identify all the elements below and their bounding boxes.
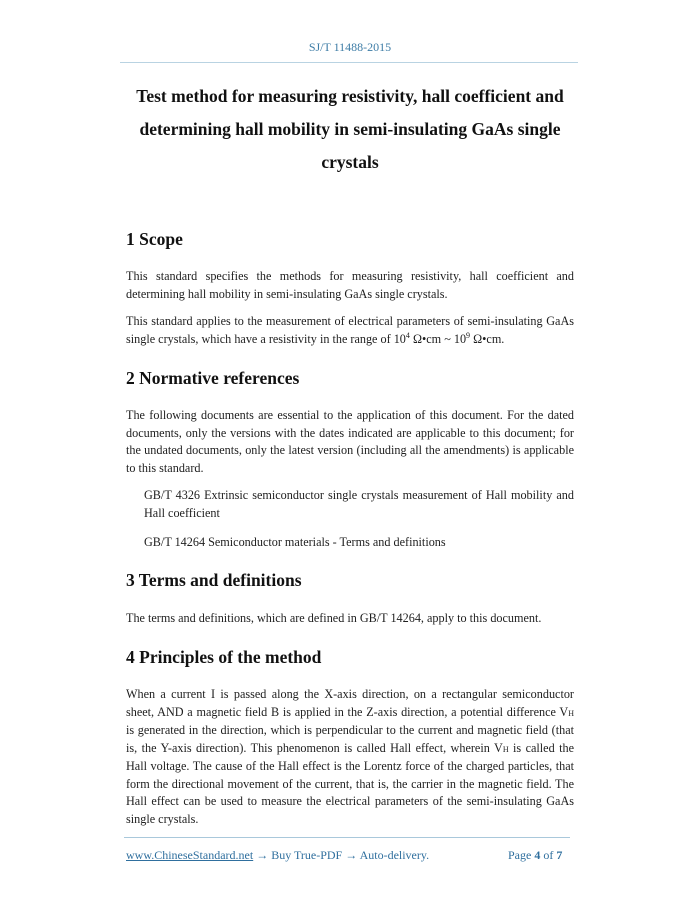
scope-paragraph-1: This standard specifies the methods for measuring resistivity, hall coefficient and determining hall mobility in semi-insulating GaAs single crystals. <box>126 269 574 301</box>
header-divider <box>120 62 578 63</box>
terms-paragraph: The terms and definitions, which are defined in GB/T 14264, apply to this document. <box>126 611 542 625</box>
principles-paragraph <box>126 686 574 828</box>
page-label: Page <box>508 848 532 862</box>
reference-item: GB/T 14264 Semiconductor materials - Terms and definitions <box>144 535 446 549</box>
reference-item: GB/T 4326 Extrinsic semiconductor single crystals measurement of Hall mobility and Hall coefficient <box>144 488 574 520</box>
footer-promo <box>126 848 429 863</box>
exponent: 9 <box>466 330 471 340</box>
promo-text: → Buy True-PDF → Auto-delivery. <box>253 848 430 862</box>
document-title <box>120 80 580 179</box>
section-heading-principles: 4 Principles of the method <box>126 647 322 667</box>
text: Ω•cm. <box>470 331 505 346</box>
document-code-header: SJ/T 11488-2015 <box>308 40 392 54</box>
footer-divider <box>124 837 570 838</box>
exponent: 4 <box>405 330 410 340</box>
normative-references-paragraph: The following documents are essential to the application of this document. For the dated documents, only the versions with the dates indicated are applicable to this document; for the undated documents, only the latest version (including all the amendments) is applicable to this standard. <box>126 408 574 475</box>
text: When a current I is passed along the X-axis direction, on a rectangular semiconductor sheet, AND a magnetic field B is applied in the Z-axis direction, a potential difference V <box>126 687 574 719</box>
scope-paragraph-2 <box>126 313 574 348</box>
subscript: H <box>568 708 574 718</box>
section-heading-terms: 3 Terms and definitions <box>126 570 302 590</box>
text: This standard applies to the measurement of electrical parameters of semi-insulating GaAs single crystals, which have a resistivity in the range of 10 <box>126 314 574 346</box>
title-line: Test method for measuring resistivity, hall coefficient and <box>136 86 564 106</box>
text: is generated in the direction, which is perpendicular to the current and magnetic field (that is, the Y-axis direction). This phenomenon is called Hall effect, wherein V <box>126 723 574 755</box>
section-heading-scope: 1 Scope <box>126 229 183 249</box>
text: Ω•cm ~ 10 <box>409 331 467 346</box>
chinesestandard-link[interactable]: www.ChineseStandard.net <box>126 848 254 862</box>
subscript: H <box>502 744 509 754</box>
title-line: crystals <box>321 152 379 172</box>
current-page: 4 <box>534 848 541 862</box>
page-indicator <box>508 848 565 863</box>
of-label: of <box>543 848 554 862</box>
total-pages: 7 <box>556 848 563 862</box>
title-line: determining hall mobility in semi-insulating GaAs single <box>139 119 561 139</box>
text: is called the Hall voltage. The cause of the Hall effect is the Lorentz force of the charged particles, that form the directional movement of the current, that is, the carrier in the magnetic field. The Hall effect can be used to measure the electrical parameters of the semi-insulating GaAs single crystals. <box>126 740 574 826</box>
section-heading-normative-references: 2 Normative references <box>126 368 300 388</box>
